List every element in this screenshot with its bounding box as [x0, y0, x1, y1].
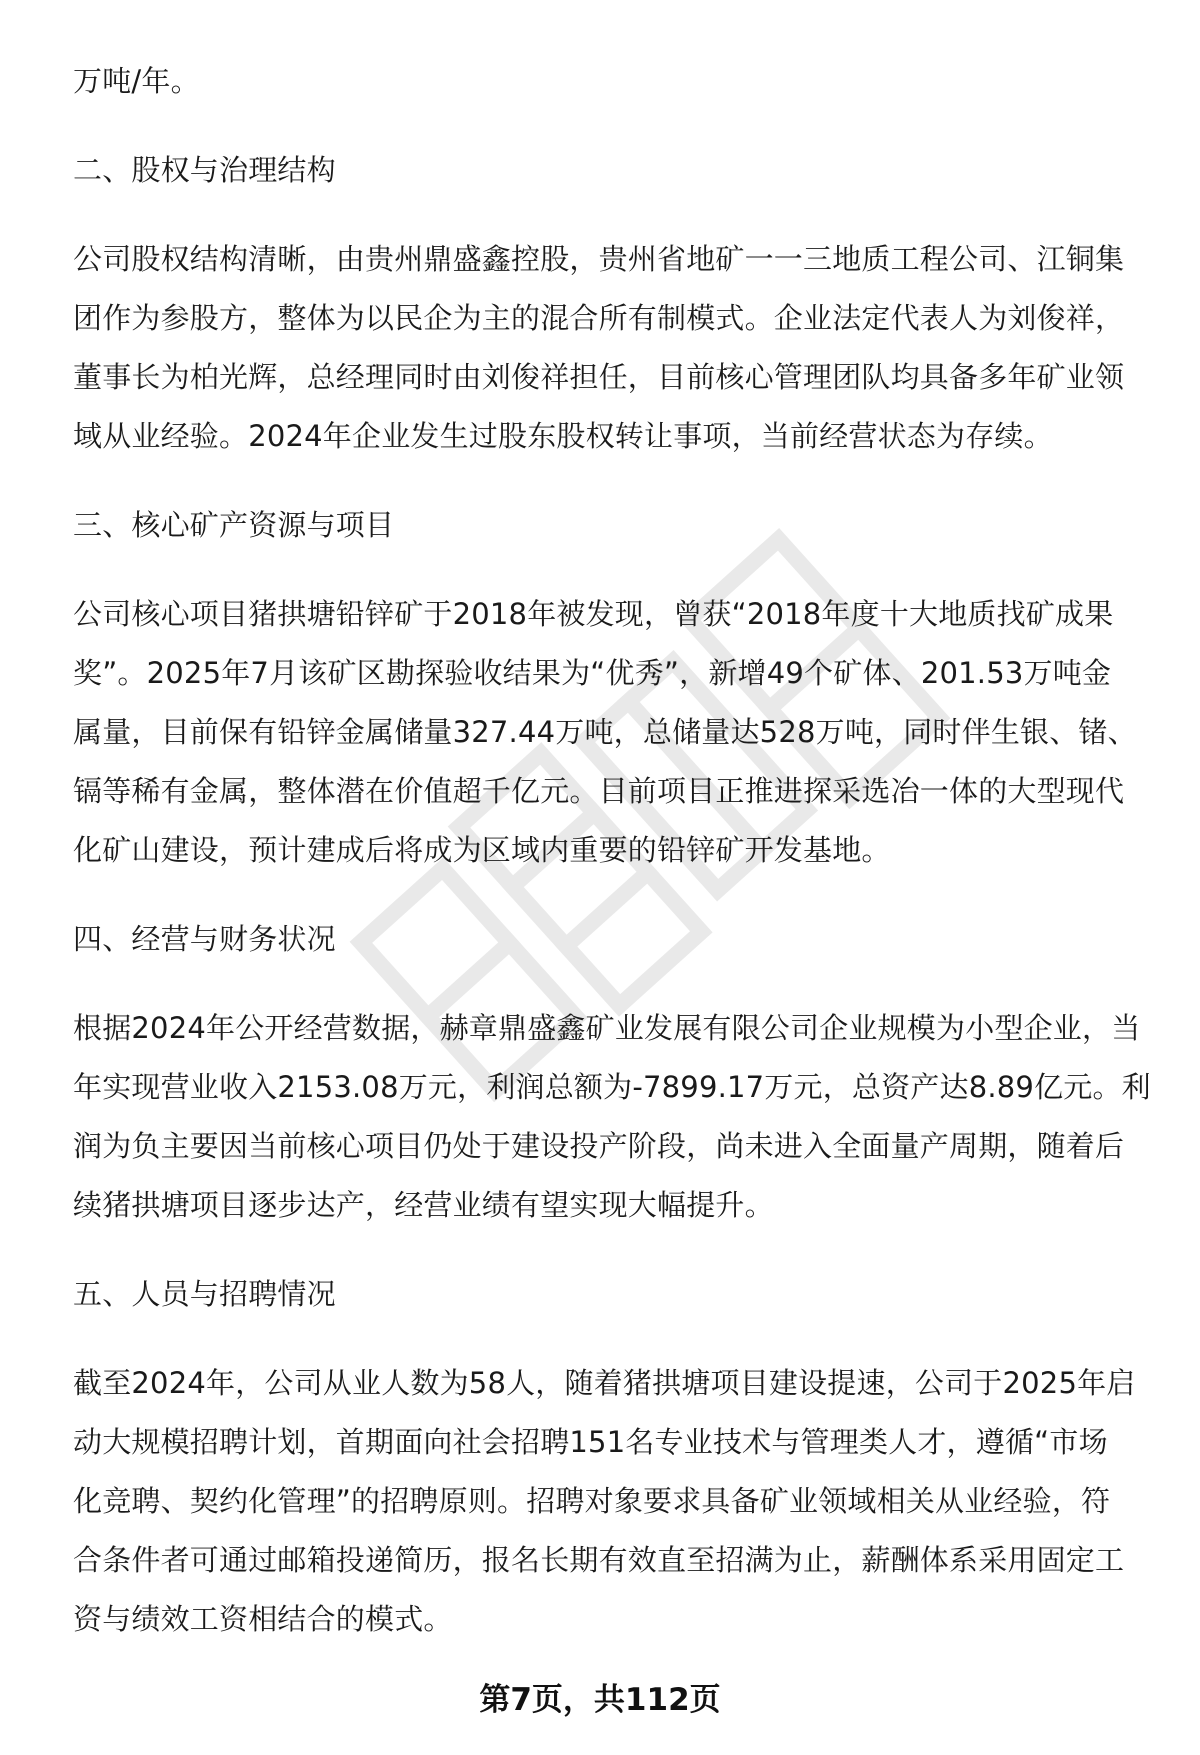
paragraph-line: 团作为参股方，整体为以民企为主的混合所有制模式。企业法定代表人为刘俊祥， — [73, 301, 1125, 335]
paragraph-line: 化竞聘、契约化管理”的招聘原则。招聘对象要求具备矿业领域相关从业经验，符 — [73, 1484, 1111, 1518]
paragraph-line: 资与绩效工资相结合的模式。 — [73, 1602, 453, 1636]
paragraph-line: 董事长为柏光辉，总经理同时由刘俊祥担任，目前核心管理团队均具备多年矿业领 — [73, 360, 1125, 394]
document-body — [73, 52, 1153, 1649]
paragraph-line: 合条件者可通过邮箱投递简历，报名长期有效直至招满为止，薪酬体系采用固定工 — [73, 1543, 1125, 1577]
paragraph-line: 年实现营业收入2153.08万元，利润总额为-7899.17万元，总资产达8.89亿元。利 — [73, 1070, 1151, 1104]
paragraph-line: 镉等稀有金属，整体潜在价值超千亿元。目前项目正推进探采选冶一体的大型现代 — [73, 774, 1125, 808]
paragraph-line: 属量，目前保有铅锌金属储量327.44万吨，总储量达528万吨，同时伴生银、锗、 — [73, 715, 1137, 749]
paragraph — [73, 999, 1153, 1235]
paragraph-line: 续猪拱塘项目逐步达产，经营业绩有望实现大幅提升。 — [73, 1188, 774, 1222]
paragraph-line: 动大规模招聘计划，首期面向社会招聘151名专业技术与管理类人才，遵循“市场 — [73, 1425, 1108, 1459]
paragraph-line: 域从业经验。2024年企业发生过股东股权转让事项，当前经营状态为存续。 — [73, 419, 1053, 453]
paragraph-line: 润为负主要因当前核心项目仍处于建设投产阶段，尚未进入全面量产周期，随着后 — [73, 1129, 1125, 1163]
paragraph-line: 截至2024年，公司从业人数为58人，随着猪拱塘项目建设提速，公司于2025年启 — [73, 1366, 1136, 1400]
paragraph — [73, 1354, 1153, 1649]
paragraph-line: 万吨/年。 — [73, 64, 200, 98]
paragraph-line: 公司核心项目猪拱塘铅锌矿于2018年被发现，曾获“2018年度十大地质找矿成果 — [73, 597, 1114, 631]
paragraph — [73, 230, 1153, 466]
paragraph-line: 化矿山建设，预计建成后将成为区域内重要的铅锌矿开发基地。 — [73, 833, 891, 867]
paragraph — [73, 585, 1153, 880]
section-heading: 四、经营与财务状况 — [73, 922, 336, 956]
section-heading: 三、核心矿产资源与项目 — [73, 508, 395, 542]
section-heading: 二、股权与治理结构 — [73, 153, 336, 187]
paragraph-line: 奖”。2025年7月该矿区勘探验收结果为“优秀”，新增49个矿体、201.53万吨金 — [73, 656, 1112, 690]
section-heading: 五、人员与招聘情况 — [73, 1277, 336, 1311]
paragraph-line: 公司股权结构清晰，由贵州鼎盛鑫控股，贵州省地矿一一三地质工程公司、江铜集 — [73, 242, 1125, 276]
page-number: 第7页，共112页 — [479, 1682, 721, 1718]
paragraph-line: 根据2024年公开经营数据，赫章鼎盛鑫矿业发展有限公司企业规模为小型企业，当 — [73, 1011, 1141, 1045]
